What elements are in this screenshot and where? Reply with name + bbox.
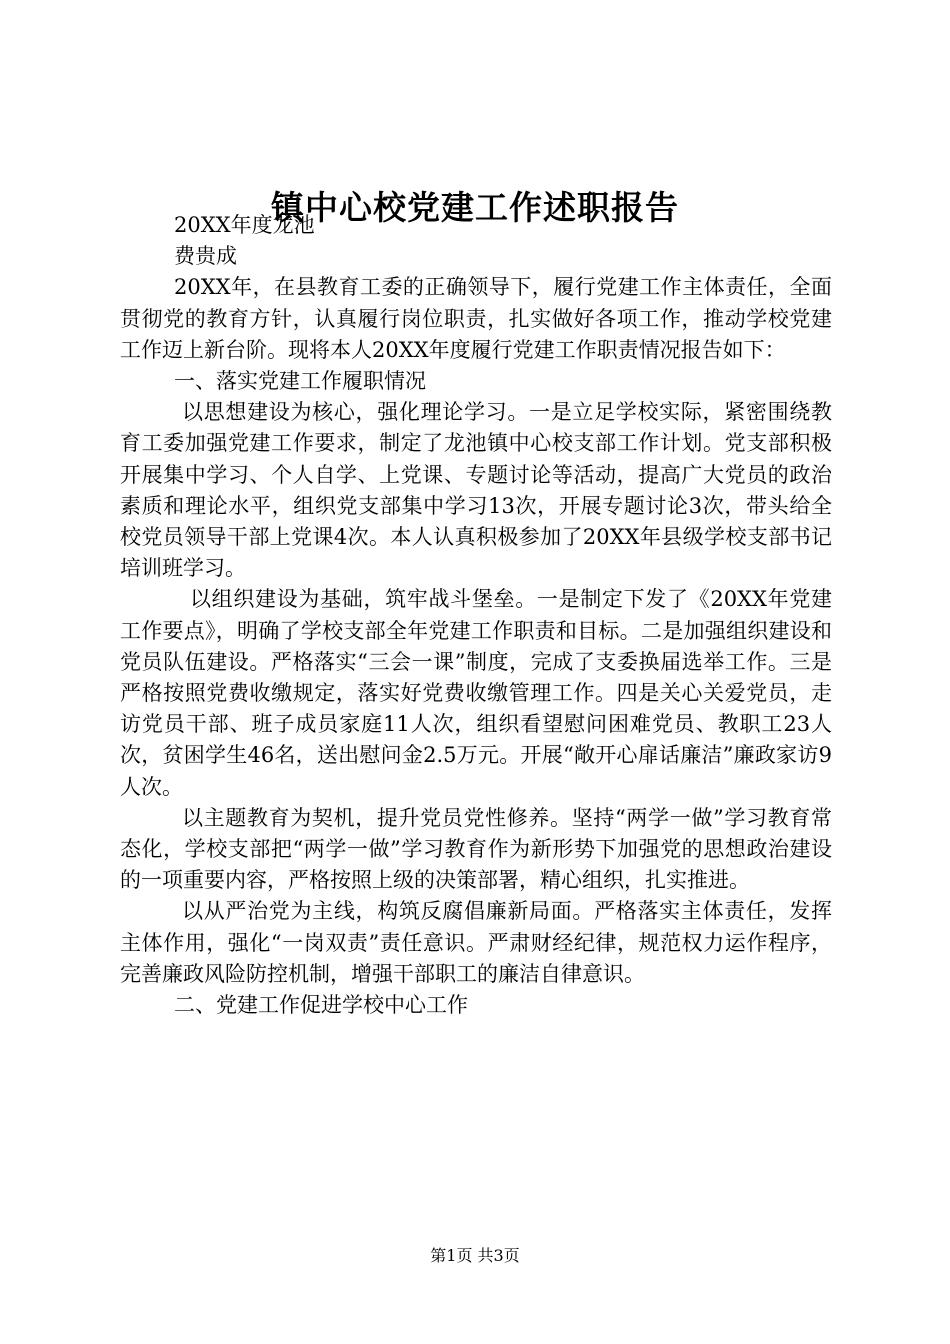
paragraph-strict-governance: 以从严治党为主线，构筑反腐倡廉新局面。严格落实主体责任，发挥主体作用，强化“一岗双责”责任意识。严肃财经纪律，规范权力运作程序，完善廉政风险防控机制，增强干部职工的廉洁自律意识。 [120, 899, 832, 986]
document-title: 镇中心校党建工作述职报告 [271, 188, 679, 227]
author-line: 费贵成 [174, 244, 237, 269]
section-heading-1: 一、落实党建工作履职情况 [174, 369, 426, 394]
year-location-line: 20XX年度龙池 [174, 213, 315, 237]
document-body [120, 210, 832, 1021]
page-number-footer: 第1页 共3页 [430, 1246, 520, 1265]
intro-paragraph: 20XX年，在县教育工委的正确领导下，履行党建工作主体责任，全面贯彻党的教育方针，认真履行岗位职责，扎实做好各项工作，推动学校党建工作迈上新台阶。现将本人20XX年度履行党建工作职责情况报告如下： [120, 275, 832, 362]
section-heading-2: 二、党建工作促进学校中心工作 [174, 993, 468, 1018]
paragraph-theme-education: 以主题教育为契机，提升党员党性修养。坚持“两学一做”学习教育常态化，学校支部把“两学一做”学习教育作为新形势下加强党的思想政治建设的一项重要内容，严格按照上级的决策部署，精心组织，扎实推进。 [120, 805, 832, 893]
paragraph-organization-building: 以组织建设为基础，筑牢战斗堡垒。一是制定下发了《20XX年党建工作要点》，明确了学校支部全年党建工作职责和目标。二是加强组织建设和党员队伍建设。严格落实“三会一课”制度，完成了支委换届选举工作。三是严格按照党费收缴规定，落实好党费收缴管理工作。四是关心关爱党员，走访党员干部、班子成员家庭11人次，组织看望慰问困难党员、教职工23人次，贫困学生46名，送出慰问金2.5万元。开展“敞开心扉话廉洁”廉政家访9人次。 [120, 587, 832, 799]
paragraph-thought-building: 以思想建设为核心，强化理论学习。一是立足学校实际，紧密围绕教育工委加强党建工作要求，制定了龙池镇中心校支部工作计划。党支部积极开展集中学习、个人自学、上党课、专题讨论等活动，提高广大党员的政治素质和理论水平，组织党支部集中学习13次，开展专题讨论3次，带头给全校党员领导干部上党课4次。本人认真积极参加了20XX年县级学校支部书记培训班学习。 [120, 400, 832, 581]
